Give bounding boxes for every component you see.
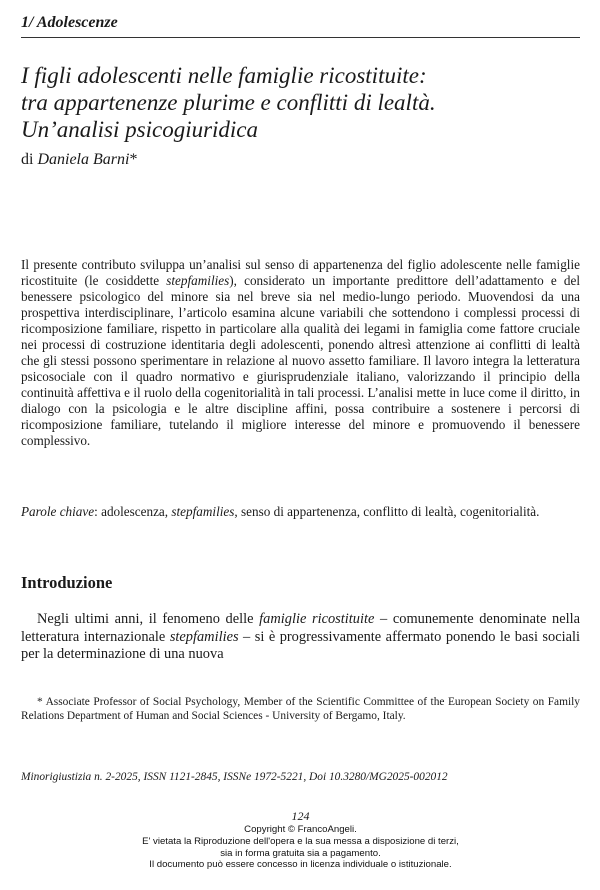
copyright-line: E' vietata la Riproduzione dell'opera e la sua messa a disposizione di terzi, [142, 835, 459, 847]
keywords-text: , senso di appartenenza, conflitto di lealtà, cogenitorialità. [234, 504, 540, 519]
author-line [21, 151, 137, 169]
copyright-notice [21, 824, 580, 871]
title-line: Un’analisi psicogiuridica [21, 117, 259, 142]
keywords-term: stepfamilies [171, 504, 235, 519]
author-prefix: di [21, 151, 34, 168]
section-heading: Introduzione [21, 573, 113, 592]
abstract-term: stepfamilies [166, 273, 230, 288]
keywords-sep: : [94, 504, 102, 519]
journal-reference: Minorigiustizia n. 2-2025, ISSN 1121-2845, ISSNe 1972-5221, Doi 10.3280/MG2025-002012 [21, 771, 448, 783]
article-title [21, 62, 580, 143]
abstract-text: Il presente contributo sviluppa un’analisi sul senso di appartenenza del figlio adolescente nelle famiglie ricostituite (le cosiddette [21, 257, 580, 288]
abstract-text: ), considerato un importante predittore dell’adattamento e del benessere psicologico del minore sia nel breve sia nel medio-lungo periodo. Muovendosi da una prospettiva interdisciplinare, l’articolo esamina alcune variabili che sottendono i complessi processi di ricomposizione familiare, rispetto in particolare alla qualità dei legami in famiglia come fattore cruciale nei processi di costruzione identitaria degli adolescenti, ponendo altresì attenzione ai conflitti di lealtà che gli stessi possono sperimentare in relazione al nuovo assetto familiare. Il lavoro integra la letteratura psicosociale con il quadro normativo e giurisprudenziale italiano, valorizzando il principio della continuità affettiva e il ruolo della cogenitorialità in tali processi. L’analisi mette in luce come il diritto, in dialogo con la psicologia e le altre discipline affini, possa contribuire a sostenere i percorsi di ricomposizione familiare, tutelando il migliore interesse del minore e promuovendo il benessere complessivo. [21, 273, 580, 448]
keywords-text: adolescenza, [101, 504, 172, 519]
introduction-paragraph [21, 611, 580, 664]
page-number: 124 [291, 809, 310, 823]
intro-text: – si è progressivamente affermato ponendo le basi sociali per la determinazione di una nuova [21, 628, 580, 662]
keywords [21, 504, 580, 520]
title-line: I figli adolescenti nelle famiglie ricostituite: [21, 63, 427, 88]
keywords-label: Parole chiave [21, 504, 95, 519]
author-footnote-mark: * [129, 151, 138, 168]
abstract [21, 257, 580, 449]
copyright-line: sia in forma gratuita sia a pagamento. [220, 847, 381, 859]
author-name: Daniela Barni [37, 151, 130, 168]
section-header: 1/ Adolescenze [21, 14, 580, 38]
copyright-line: Il documento può essere concesso in licenza individuale o istituzionale. [149, 859, 452, 871]
intro-term: famiglie ricostituite [259, 611, 375, 627]
title-line: tra appartenenze plurime e conflitti di lealtà. [21, 90, 436, 115]
footnote-text: * Associate Professor of Social Psychology, Member of the Scientific Committee of the European Society on Family Relations Department of Human and Social Sciences - University of Bergamo, Italy. [21, 696, 580, 722]
copyright-line: Copyright © FrancoAngeli. [244, 824, 357, 835]
intro-text: – comunemente denominate nella letteratura internazionale [21, 611, 580, 645]
intro-text: Negli ultimi anni, il fenomeno delle [37, 611, 260, 627]
intro-term: stepfamilies [169, 628, 239, 645]
footnote [21, 696, 580, 723]
